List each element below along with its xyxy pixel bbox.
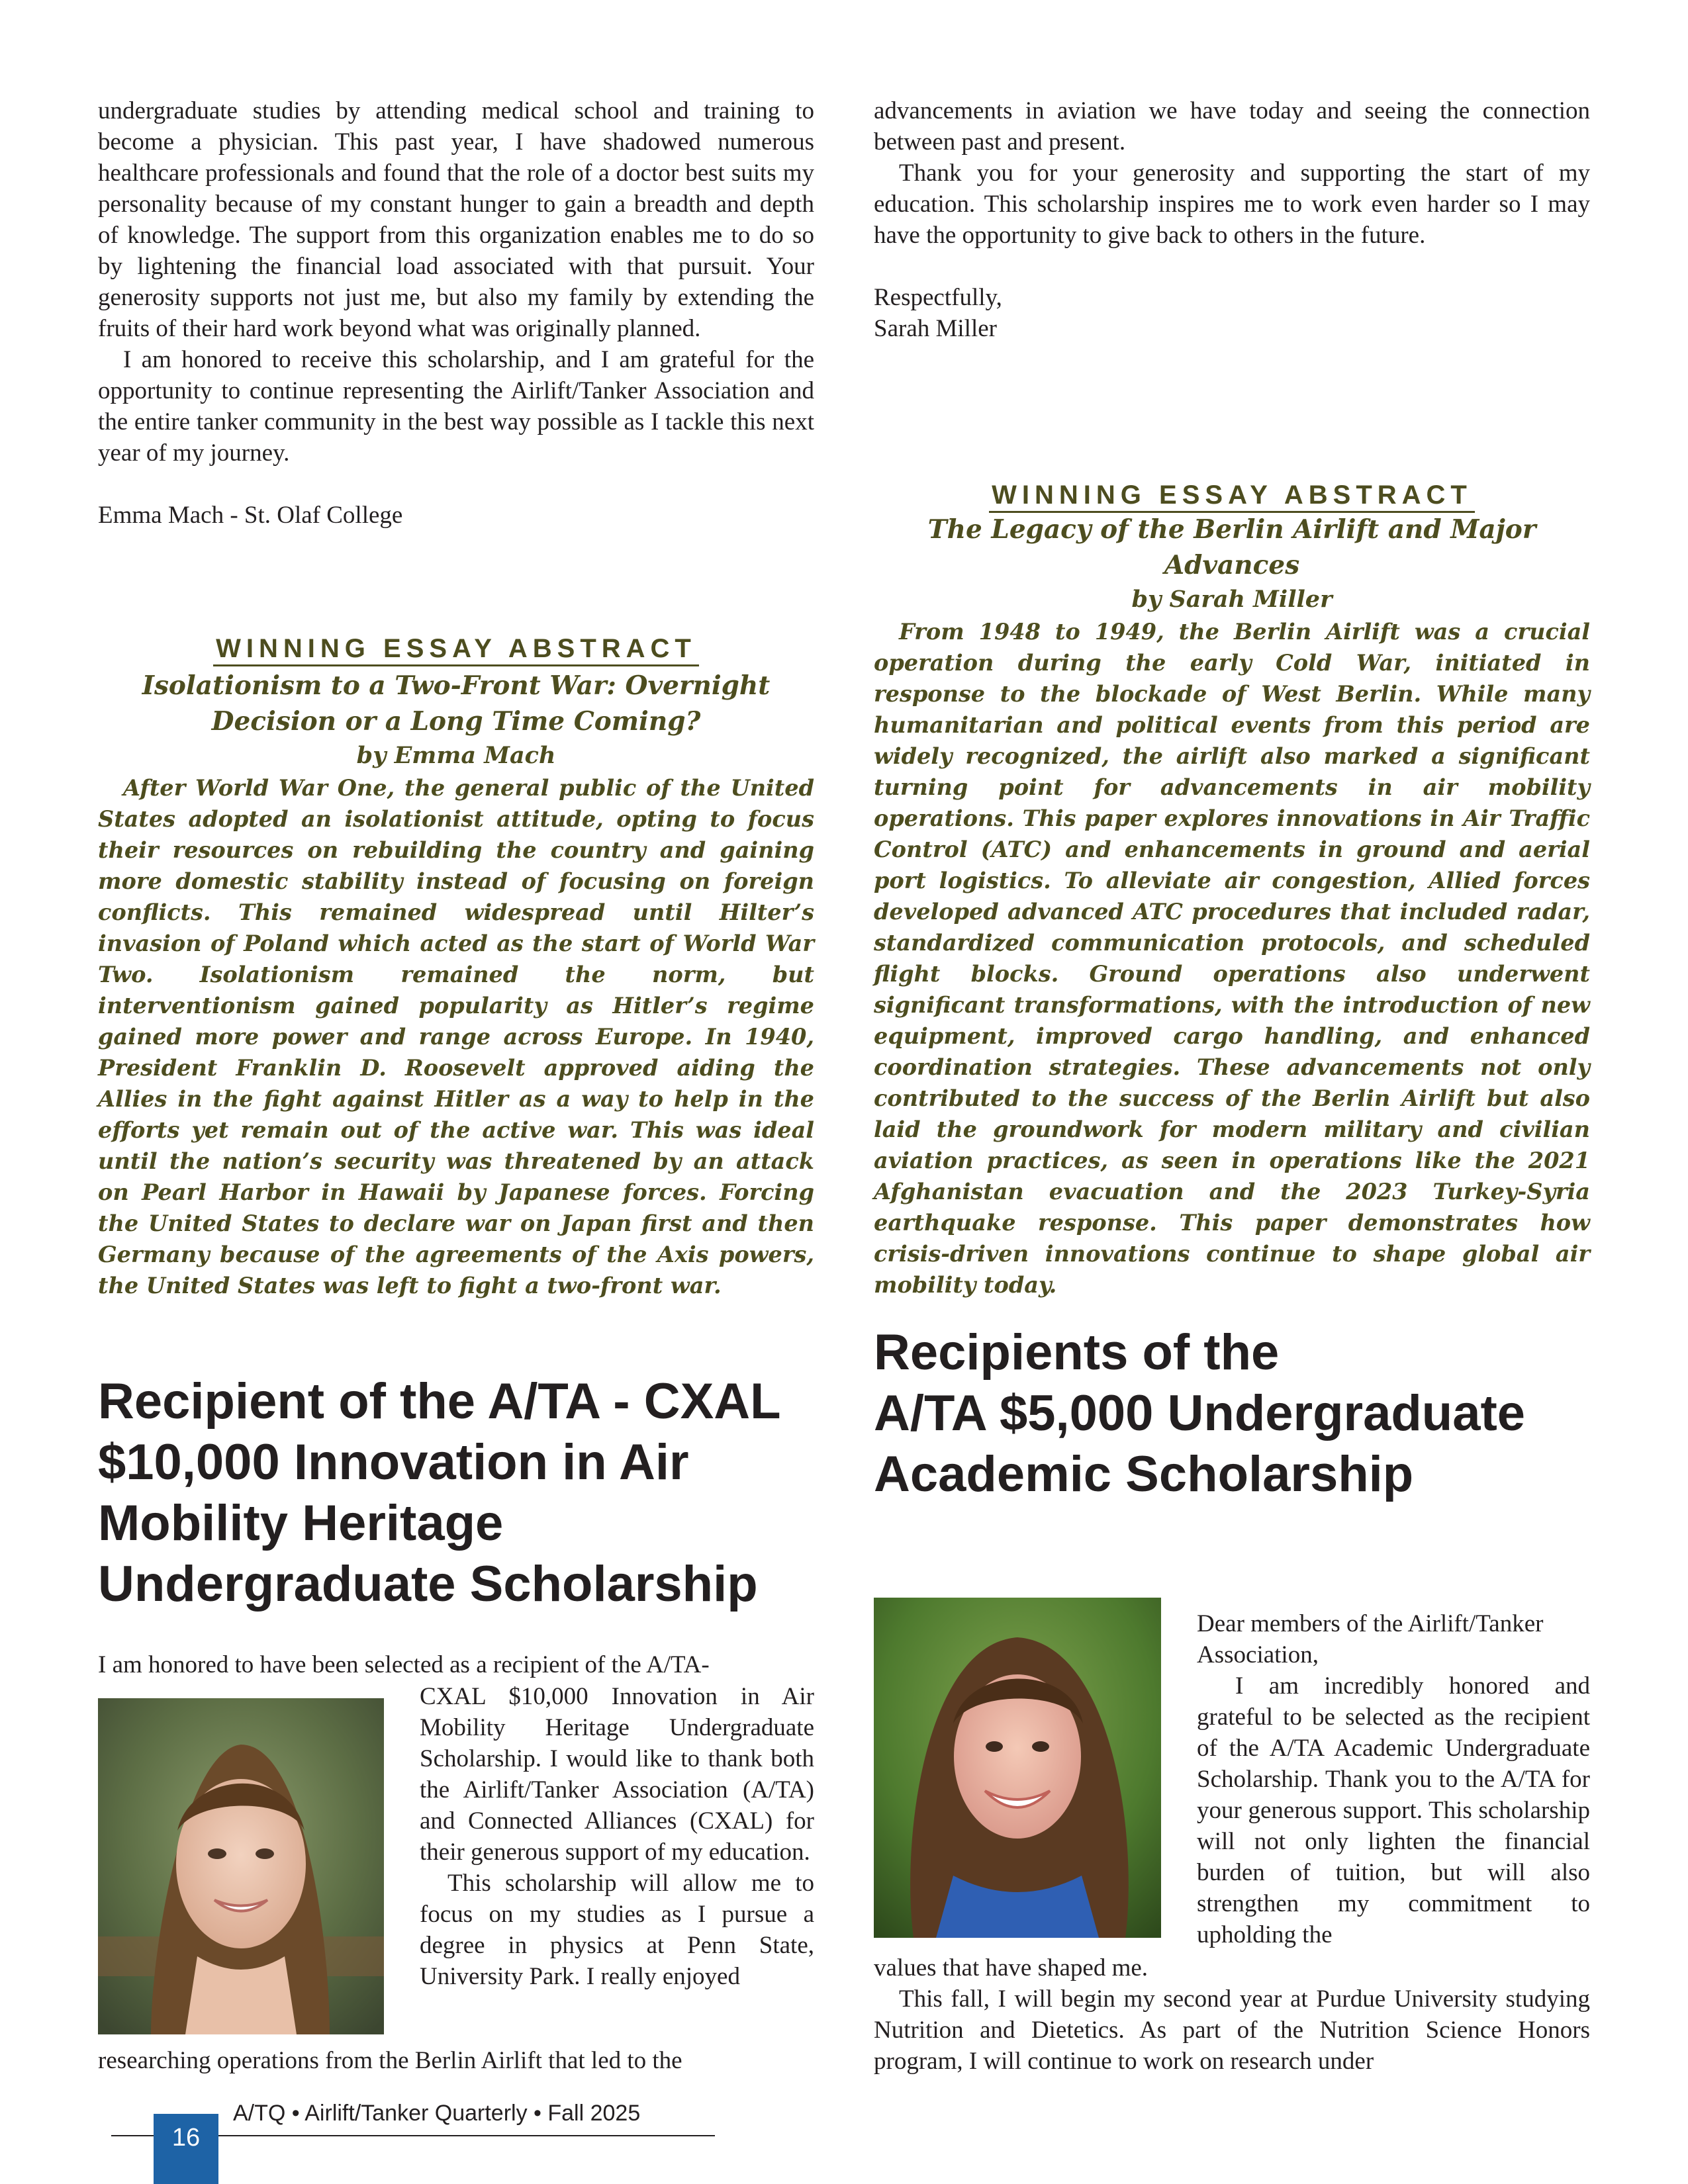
page-number: 16 [171, 2124, 201, 2152]
abstract-label: WINNING ESSAY ABSTRACT [874, 480, 1590, 510]
left-tail-line: researching operations from the Berlin Airlift that led to the [98, 2047, 682, 2074]
abstract-body: From 1948 to 1949, the Berlin Airlift was a crucial operation during the early Cold War, initiated in response to the blockade of West Berlin. While many humanitarian and political events from this period are widely recognized, the airlift also marked a significant turning point for advancements in air mobility operations. This paper explores innovations in Air Traffic Control (ATC) and enhancements in ground and aerial port logistics. To alleviate air congestion, Allied forces developed advanced ATC procedures that included radar, standardized communication protocols, and scheduled flight blocks. Ground operations also underwent significant transformations, with the introduction of new equipment, improved cargo handling, and enhanced coordination strategies. These advancements not only contributed to the success of the Berlin Airlift but also laid the groundwork for modern military and civilian aviation practices, as seen in operations like the 2021 Afghanistan evacuation and the 2023 Turkey-Syria earthquake response. This paper demonstrates how crisis-driven innovations continue to shape global air mobility today. [874, 619, 1590, 1298]
left-top-letter [98, 95, 814, 531]
left-headline [98, 1371, 826, 1615]
headline-line: A/TA $5,000 Undergraduate [874, 1385, 1526, 1441]
left-essay-abstract [98, 634, 814, 1301]
letter-paragraph: Thank you for your generosity and supporting the start of my education. This scholarship inspires me to work even harder so I may have the opportunity to give back to others in the future. [874, 159, 1590, 249]
abstract-body: After World War One, the general public of the United States adopted an isolationist attitude, opting to focus their resources on rebuilding the country and gaining more domestic stability instead of focusing on foreign conflicts. This remained widespread until Hilter’s invasion of Poland which acted as the start of World War Two. Isolationism remained the norm, but interventionism gained popularity as Hitler’s regime gained more power and range across Europe. In 1940, President Franklin D. Roosevelt approved aiding the Allies in the fight against Hitler as a way to help in the efforts yet remain out of the active war. This was ideal until the nation’s security was threatened by an attack on Pearl Harbor in Hawaii by Japanese forces. Forcing the United States to declare war on Japan first and then Germany because of the agreements of the Axis powers, the United States was left to fight a two-front war. [98, 775, 814, 1298]
headline-line: Academic Scholarship [874, 1446, 1414, 1502]
headline-line: $10,000 Innovation in Air [98, 1434, 689, 1490]
right-essay-abstract [874, 480, 1590, 1300]
headline-line: Mobility Heritage [98, 1495, 504, 1551]
abstract-label: WINNING ESSAY ABSTRACT [98, 634, 814, 664]
right-headline [874, 1322, 1602, 1505]
wrap-paragraph: CXAL $10,000 Innovation in Air Mobility Heritage Undergraduate Scholarship. I would like to thank both the Airlift/Tanker Association (A/TA) and Connected Alliances (CXAL) for their generous support of my education. [420, 1683, 814, 1866]
right-wrap-text [1197, 1608, 1590, 1950]
letter-closing: Respectfully, [874, 284, 1002, 311]
abstract-title: The Legacy of the Berlin Airlift and Major Advances [927, 514, 1536, 580]
letter-paragraph: I am honored to receive this scholarship, and I am grateful for the opportunity to continue representing the Airlift/Tanker Association and the entire tanker community in the best way possible as I tackle this next year of my journey. [98, 346, 814, 467]
left-lead-line: I am honored to have been selected as a recipient of the A/TA- [98, 1651, 710, 1678]
wrap-paragraph: This scholarship will allow me to focus on my studies as I pursue a degree in physics at Penn State, University Park. I really enjoyed [420, 1870, 814, 1990]
letter-paragraph: advancements in aviation we have today and seeing the connection between past and present. [874, 97, 1590, 156]
portrait-image [874, 1598, 1161, 1938]
letter-paragraph: undergraduate studies by attending medical school and training to become a physician. This past year, I have shadowed numerous healthcare professionals and found that the role of a doctor best suits my personality because of my constant hunger to gain a breadth and depth of knowledge. The support from this organization enables me to do so by lightening the financial load associated with that pursuit. Your generosity supports not just me, but also my family by extending the fruits of their hard work beyond what was originally planned. [98, 97, 814, 342]
left-wrap-text [420, 1681, 814, 1992]
abstract-title: Isolationism to a Two-Front War: Overnight [142, 670, 771, 701]
salutation: Dear members of the Airlift/Tanker Association, [1197, 1610, 1544, 1668]
headline-line: Undergraduate Scholarship [98, 1556, 758, 1612]
wrap-paragraph: I am incredibly honored and grateful to be selected as the recipient of the A/TA Academic Undergraduate Scholarship. Thank you to the A/TA for your generous support. This scholarship will not only lighten the financial burden of tuition, but will also strengthen my commitment to upholding the [1197, 1672, 1590, 1948]
abstract-byline: by Sarah Miller [1131, 586, 1333, 613]
recipient-photo-emma [98, 1698, 384, 2034]
letter-signature: Sarah Miller [874, 315, 997, 342]
right-top-letter [874, 95, 1590, 344]
tail-paragraph: This fall, I will begin my second year at Purdue University studying Nutrition and Dietetics. As part of the Nutrition Science Honors program, I will continue to work on research under [874, 1985, 1590, 2075]
abstract-title: Decision or a Long Time Coming? [211, 706, 701, 737]
tail-paragraph: values that have shaped me. [874, 1954, 1149, 1981]
recipient-photo-sarah [874, 1598, 1161, 1938]
headline-line: Recipient of the A/TA - CXAL [98, 1373, 781, 1430]
letter-signature: Emma Mach - St. Olaf College [98, 502, 403, 529]
headline-line: Recipients of the [874, 1324, 1280, 1381]
abstract-byline: by Emma Mach [356, 742, 556, 769]
portrait-image [98, 1698, 384, 2034]
publication-footer: A/TQ • Airlift/Tanker Quarterly • Fall 2025 [233, 2101, 641, 2126]
right-tail-text [874, 1952, 1590, 2077]
